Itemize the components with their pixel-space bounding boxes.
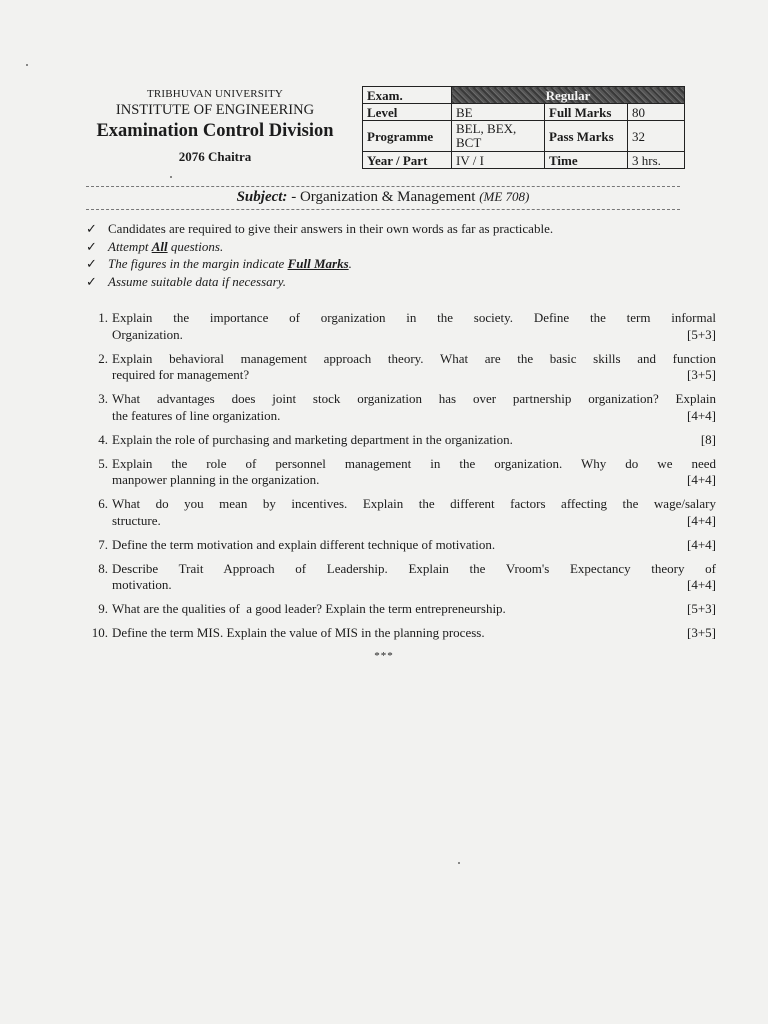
question-marks: [4+4] [687,536,716,552]
question-text: What do you mean by incentives. Explain the different factors affecting the wage/salary [112,496,716,511]
question-item [80,537,716,554]
subject-name: Organization & Management [299,189,476,205]
question-text-end: Explain the role of purchasing and marketing department in the organization. [112,431,513,447]
questions-list [80,310,716,649]
question-marks: [3+5] [687,625,716,640]
question-number: 5. [98,455,108,471]
question-item [80,310,716,343]
question-body [108,561,716,594]
question-item [80,391,716,424]
question-item [80,351,716,384]
scan-speck [170,176,172,178]
check-icon: ✓ [86,273,97,289]
programme-value-line-1: BEL, BEX, [456,121,517,136]
programme-label: Programme [363,121,452,152]
division-name: Examination Control Division [96,121,334,141]
question-body [108,601,716,618]
check-icon: ✓ [86,221,97,236]
subject-line [86,189,680,206]
level-value: BE [452,104,545,121]
instructions-list [86,220,686,290]
instruction-item [86,238,686,256]
programme-value-line-2: BCT [456,135,482,150]
question-text-end: What are the qualities of a good leader? Explain the term entrepreneurship. [112,601,506,616]
instruction-text: Assume suitable data if necessary. [108,273,287,289]
full-marks-value: 80 [628,104,685,121]
question-last-line [112,625,716,642]
question-number: 7. [98,536,108,552]
level-label: Level [363,104,452,121]
question-body [108,391,716,424]
instruction-text: Attempt All questions. [108,238,224,254]
question-item [80,601,716,618]
question-body [108,625,716,642]
question-number: 2. [98,350,108,366]
question-marks: [4+4] [687,512,716,528]
question-body [108,351,716,384]
time-label: Time [545,152,628,169]
header-block [80,88,350,165]
question-last-line [112,408,716,425]
question-body [108,432,716,449]
question-text-end: motivation. [112,577,172,592]
exam-type: Regular [452,87,685,104]
question-number: 4. [98,431,108,447]
full-marks-label: Full Marks [545,104,628,121]
question-number: 10. [91,625,108,640]
question-body [108,537,716,554]
exam-session: 2076 Chaitra [178,149,252,164]
check-icon: ✓ [86,238,97,254]
exam-info-table [362,86,685,169]
question-item [80,561,716,594]
programme-value [452,121,545,152]
question-number: 9. [98,601,108,616]
question-text-end: manpower planning in the organization. [112,472,320,487]
year-part-value: IV / I [452,152,545,169]
subject-dash: - [287,189,300,205]
question-body [108,456,716,489]
question-item [80,625,716,642]
pass-marks-label: Pass Marks [545,121,628,152]
divider-bottom [86,209,680,210]
instruction-item [86,273,686,291]
question-marks: [4+4] [687,407,716,423]
question-marks: [4+4] [687,472,716,487]
question-text: Describe Trait Approach of Leadership. Explain the Vroom's Expectancy theory of [112,560,716,576]
scan-speck [458,862,460,864]
institute-name: INSTITUTE OF ENGINEERING [115,102,315,118]
question-text: Explain behavioral management approach theory. What are the basic skills and function [112,350,716,366]
question-item [80,456,716,489]
question-body [108,310,716,343]
question-marks: [3+5] [687,367,716,382]
question-last-line [112,537,716,554]
university-name: TRIBHUVAN UNIVERSITY [146,88,284,100]
question-text: Explain the role of personnel management in the organization. Why do we need [112,455,716,471]
instruction-text: Candidates are required to give their answers in their own words as far as practicable. [108,221,554,236]
question-marks: [4+4] [687,577,716,592]
question-text-end: the features of line organization. [112,407,281,423]
check-icon: ✓ [86,256,97,271]
pass-marks-value: 32 [628,121,685,152]
end-mark: *** [374,650,394,662]
instruction-item [86,220,686,238]
divider-top [86,186,680,187]
subject-code: (ME 708) [479,189,530,204]
question-last-line [112,513,716,530]
question-last-line [112,601,716,618]
question-text: Explain the importance of organization in the society. Define the term informal [112,310,716,325]
year-part-label: Year / Part [363,152,452,169]
question-last-line [112,327,716,344]
question-text-end: Define the term motivation and explain different technique of motivation. [112,536,496,552]
question-last-line [112,472,716,489]
question-body [108,496,716,529]
question-item [80,496,716,529]
question-item [80,432,716,449]
question-number: 1. [98,310,108,325]
question-last-line [112,432,716,449]
instruction-text: The figures in the margin indicate Full Marks. [108,256,352,271]
subject-label: Subject: [236,189,288,205]
question-text-end: Define the term MIS. Explain the value of MIS in the planning process. [112,625,485,640]
question-marks: [8] [700,431,716,447]
question-number: 3. [98,391,108,406]
question-last-line [112,577,716,594]
question-number: 8. [98,560,108,576]
question-marks: [5+3] [687,326,716,342]
exam-label: Exam. [363,87,452,104]
question-number: 6. [98,496,108,511]
question-text-end: Organization. [112,326,183,342]
time-value: 3 hrs. [628,152,685,169]
question-marks: [5+3] [687,601,716,616]
question-text-end: structure. [112,512,161,528]
question-text: What advantages does joint stock organization has over partnership organization? Explain [112,391,716,406]
instruction-item [86,255,686,273]
question-last-line [112,367,716,384]
question-text-end: required for management? [112,367,250,382]
scan-speck [26,64,28,66]
